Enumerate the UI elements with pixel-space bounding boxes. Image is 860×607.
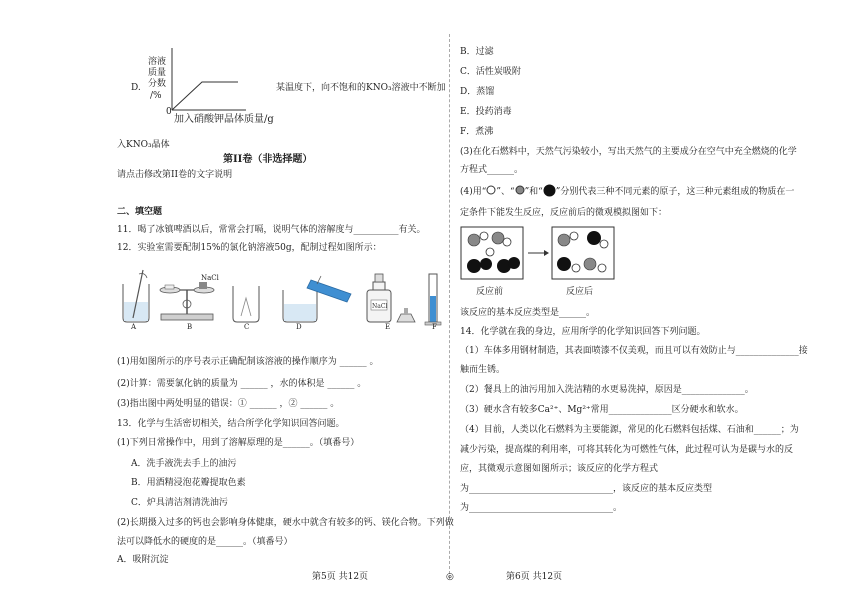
apparatus-label-f: F xyxy=(432,323,437,331)
question-13-4-line2: 定条件下能发生反应，反应前后的微观模拟图如下： xyxy=(460,208,668,218)
graph-origin-label: 0 xyxy=(166,107,172,117)
question-14-3: （3）硬水含有较多Ca²⁺、Mg²⁺常用______________区分硬水和软水。 xyxy=(460,405,744,415)
question-14-2: （2）餐具上的油污用加入洗洁精的水更易洗掉，原因是______________。 xyxy=(460,385,754,395)
svg-text:NaCl: NaCl xyxy=(372,303,388,310)
question-13-1-option-b: B．用酒精浸泡花瓣提取色素 xyxy=(131,478,246,488)
apparatus-label-b: B xyxy=(187,323,193,331)
before-reaction-label: 反应前 xyxy=(476,287,504,297)
graph-y-label-3: 分数 xyxy=(148,79,167,89)
before-reaction-box xyxy=(461,227,523,279)
question-14-4-line2: 减少污染，提高煤的利用率，可将其转化为可燃性气体，此过程可认为是碳与水的反 xyxy=(460,445,794,455)
q13-4-text-part4: ”分别代表三种不同元素的原子，这三种元素组成的物质在一 xyxy=(555,186,795,197)
question-13-3-line2: 方程式______。 xyxy=(460,165,524,175)
reaction-arrow xyxy=(528,250,549,256)
section-title: 二、填空题 xyxy=(117,207,163,217)
after-reaction-label: 反应后 xyxy=(566,287,594,297)
question-12-1: (1)用如图所示的序号表示正确配制该溶液的操作顺序为 ______ 。 xyxy=(117,357,379,367)
center-binding-mark: ◎ xyxy=(446,572,454,582)
option-d-text-cont: 入KNO₃晶体 xyxy=(117,140,170,150)
question-13-2-line2: 法可以降低水的硬度的是______。（填番号） xyxy=(117,537,293,547)
question-13-1-option-a: A．洗手液洗去手上的油污 xyxy=(131,459,237,469)
right-page-number: 第6页 共12页 xyxy=(506,572,563,582)
question-14-4-line5: 为________________________________。 xyxy=(460,503,623,513)
q12-apparatus-figure xyxy=(115,260,450,332)
apparatus-e-bottle xyxy=(367,274,415,322)
option-f: F．煮沸 xyxy=(460,127,494,137)
graph-y-label-4: /% xyxy=(150,91,162,101)
q13-4-text-part1: (4)用“ xyxy=(460,186,487,197)
question-14-1-line2: 触而生锈。 xyxy=(460,365,506,375)
option-d: D．蒸馏 xyxy=(460,87,495,97)
question-13: 13．化学与生活密切相关，结合所学化学知识回答问题。 xyxy=(117,419,345,429)
question-12: 12．实验室需要配制15%的氯化钠溶液50g，配制过程如图所示： xyxy=(117,243,382,253)
question-13-1-option-c: C．炉具清洁剂清洗油污 xyxy=(131,498,228,508)
apparatus-d-beaker xyxy=(283,290,317,322)
apparatus-label-a: A xyxy=(131,323,137,331)
graph-x-label: 加入硝酸钾晶体质量/g xyxy=(174,114,274,125)
graph-y-label-2: 质量 xyxy=(148,68,167,78)
question-14-4-line3: 应，其微观示意图如图所示；该反应的化学方程式 xyxy=(460,464,659,474)
question-14-4-line4: 为________________________________，该反应的基本反应类型 xyxy=(460,484,713,494)
question-14-4-line1: （4）目前，人类以化石燃料为主要能源，常见的化石燃料包括煤、石油和______；为 xyxy=(460,425,799,435)
question-12-3: (3)指出图中两处明显的错误：① ______ ，② ______ 。 xyxy=(117,399,340,409)
question-13-2-option-a: A．吸附沉淀 xyxy=(117,555,169,565)
option-d-label: D. xyxy=(131,83,141,93)
option-e: E．投药消毒 xyxy=(460,107,512,117)
solubility-graph xyxy=(168,46,248,114)
apparatus-label-d: D xyxy=(296,323,302,331)
question-13-4-line3: 该反应的基本反应类型是______。 xyxy=(460,308,596,318)
question-13-2-line1: (2)长期摄入过多的钙也会影响身体健康，硬水中就含有较多的钙、镁化合物。下列做 xyxy=(117,518,454,528)
reaction-micro-diagram xyxy=(460,226,620,282)
question-13-3-line1: (3)在化石燃料中，天然气污染较小，写出天然气的主要成分在空气中充全燃烧的化学 xyxy=(460,147,797,157)
question-12-2: (2)计算：需要氯化钠的质量为 ______ ，水的体积是 ______ 。 xyxy=(117,379,367,389)
apparatus-b-balance xyxy=(160,282,214,320)
apparatus-label-e: E xyxy=(385,323,391,331)
graph-y-label-1: 溶液 xyxy=(148,57,167,67)
question-13-1: (1)下列日常操作中，用到了溶解原理的是______。（填番号） xyxy=(117,438,360,448)
apparatus-label-c: C xyxy=(244,323,250,331)
gray-atom-icon xyxy=(515,185,525,195)
question-14-1-line1: （1）车体多用钢材制造，其表面喷漆不仅美观，而且可以有效防止与______________接 xyxy=(460,346,808,356)
option-c: C．活性炭吸附 xyxy=(460,67,521,77)
left-page-number: 第5页 共12页 xyxy=(312,572,369,582)
apparatus-c-beaker xyxy=(233,286,259,322)
black-atom-icon xyxy=(543,184,556,197)
question-13-4-line1 xyxy=(460,183,794,197)
volume-note: 请点击修改第II卷的文字说明 xyxy=(117,170,233,180)
apparatus-f-cylinder xyxy=(425,274,441,325)
volume-title: 第II卷（非选择题） xyxy=(223,154,313,165)
q12-nacl-label: NaCl xyxy=(201,274,219,282)
question-11: 11．喝了冰镇啤酒以后，常常会打嗝，说明气体的溶解度与__________有关。 xyxy=(117,225,426,235)
white-atom-icon xyxy=(486,185,496,195)
after-reaction-box xyxy=(552,227,614,279)
q13-4-text-part2: ”、“ xyxy=(496,186,515,197)
option-b: B．过滤 xyxy=(460,47,494,57)
option-d-text: 某温度下，向不饱和的KNO₃溶液中不断加 xyxy=(276,83,446,93)
q13-4-text-part3: ”和“ xyxy=(524,186,543,197)
apparatus-pouring-cylinder xyxy=(307,276,351,302)
question-14: 14．化学就在我的身边，应用所学的化学知识回答下列问题。 xyxy=(460,327,706,337)
apparatus-a-beaker xyxy=(123,270,149,322)
